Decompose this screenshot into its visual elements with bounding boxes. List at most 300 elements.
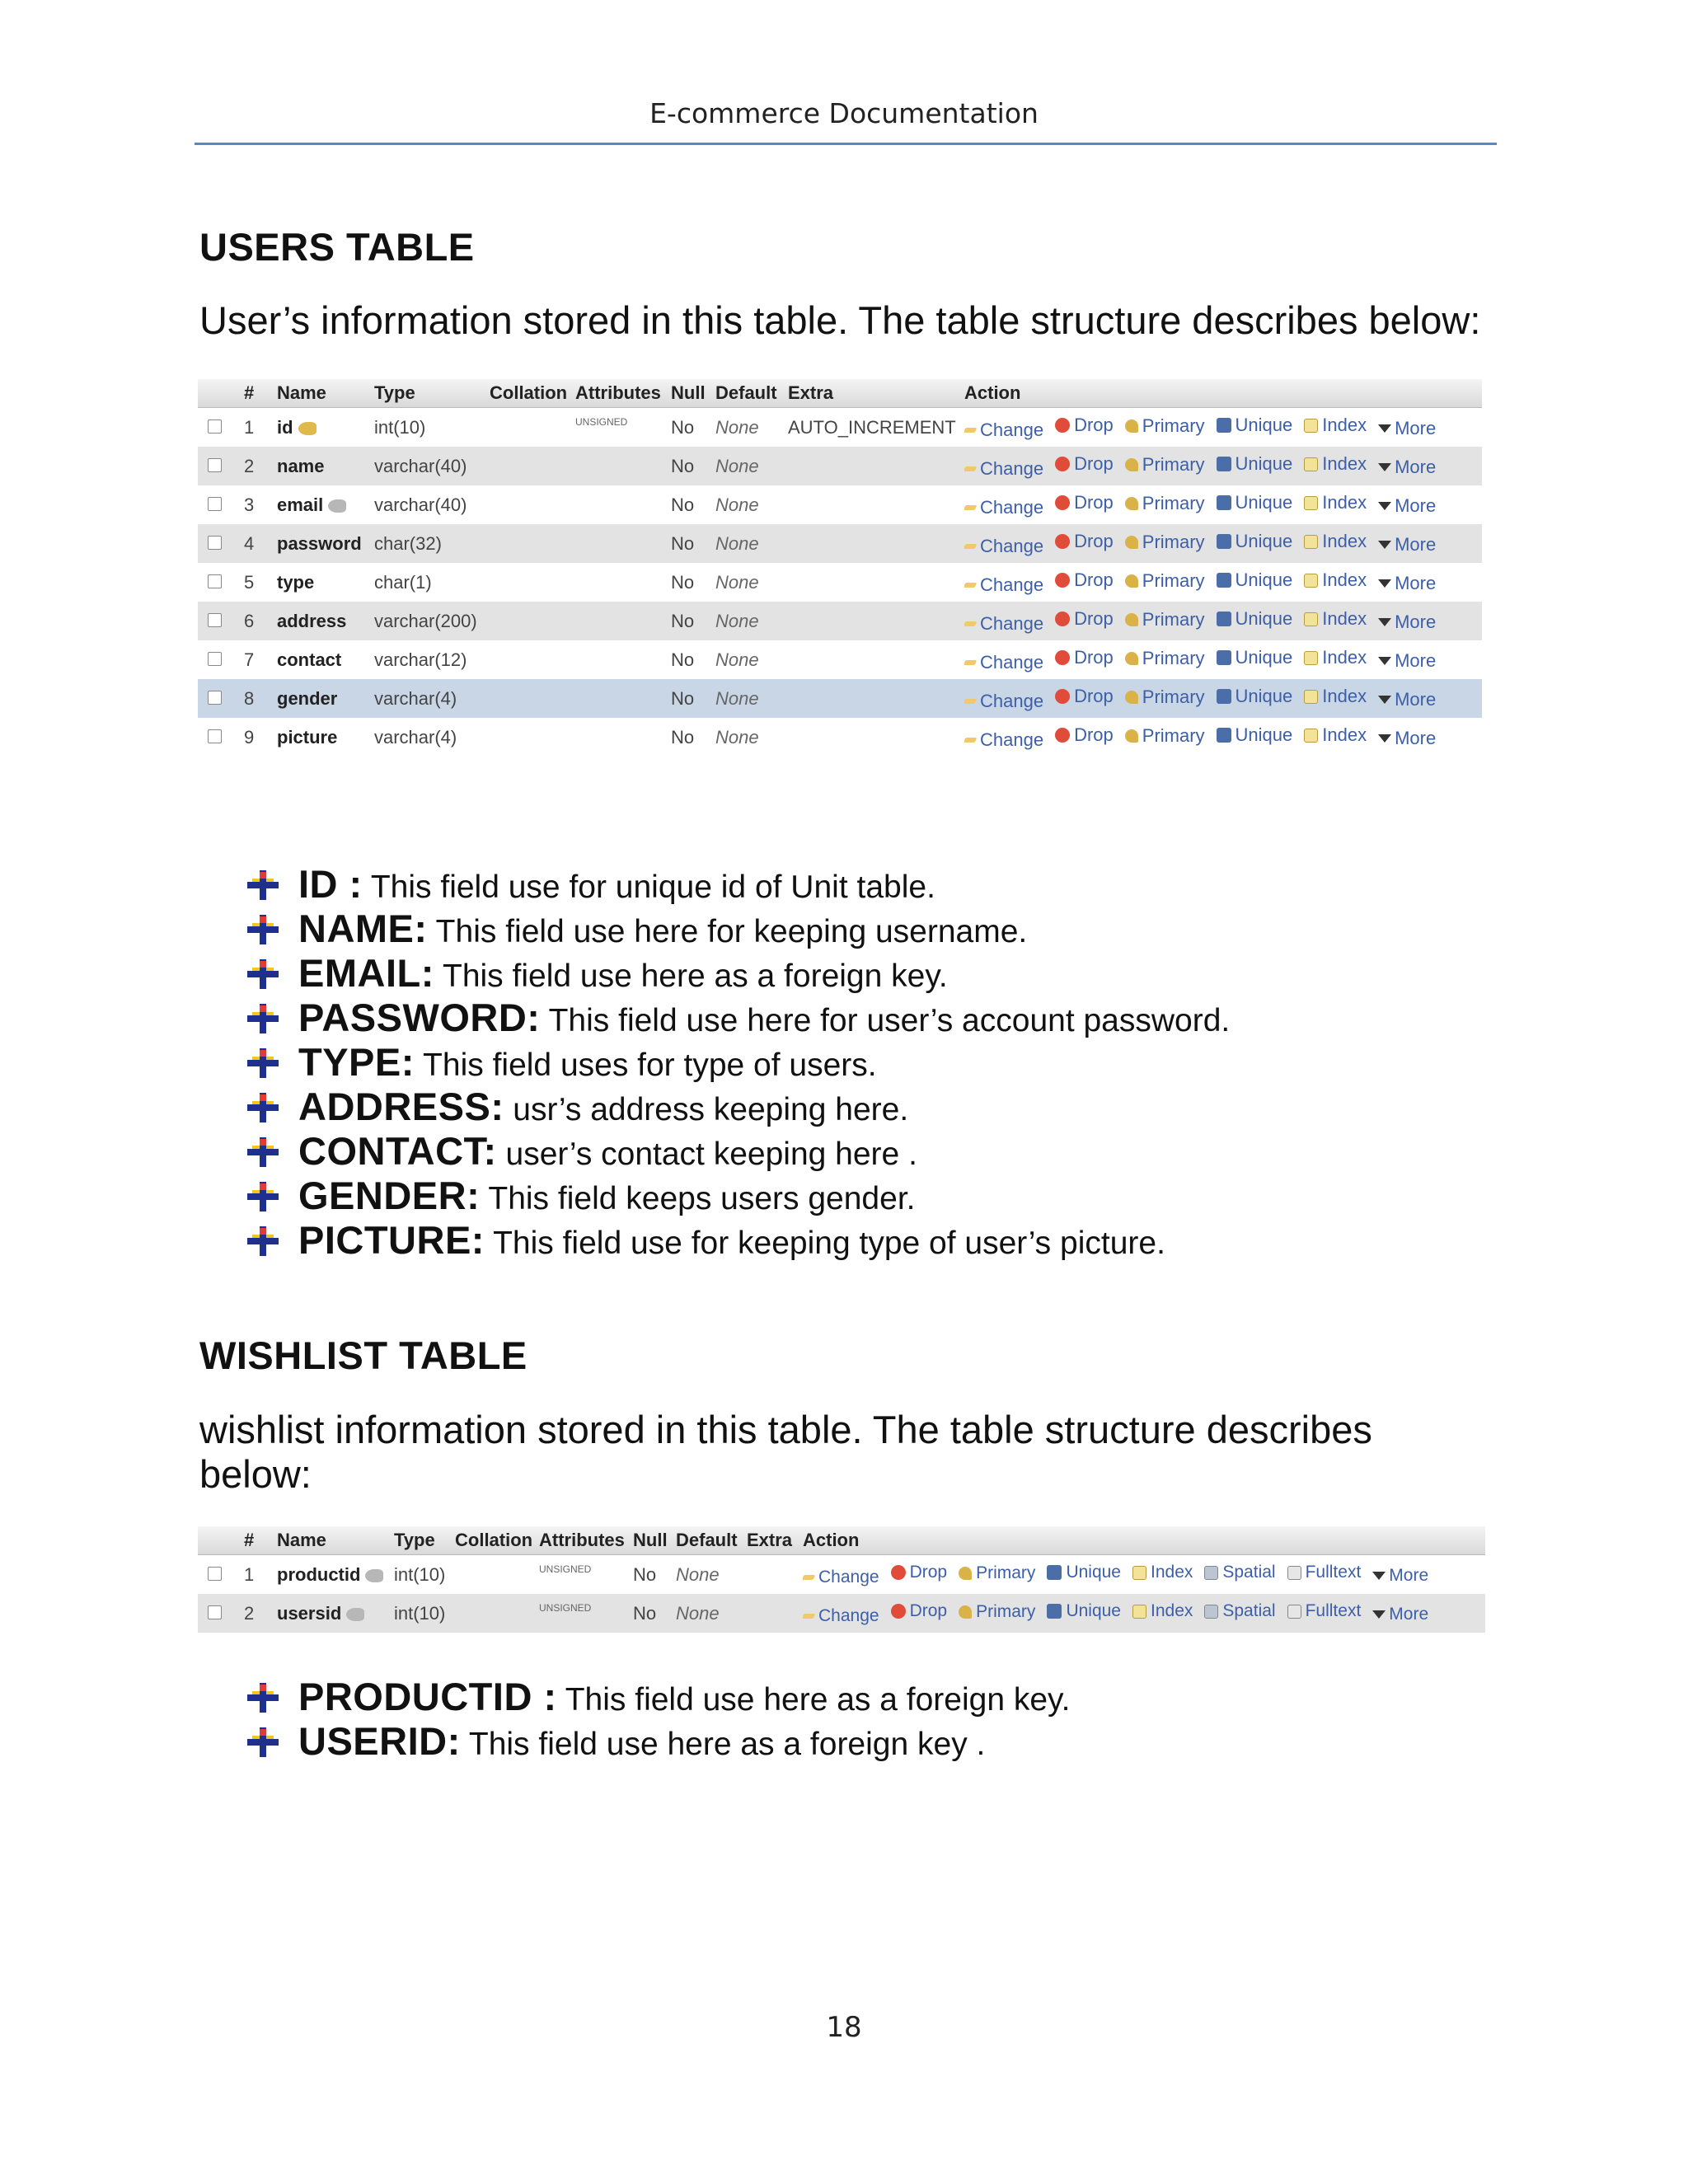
table-row: [198, 679, 1482, 718]
unique-label: Unique: [1066, 1562, 1121, 1582]
drop-icon: [1055, 495, 1070, 510]
index-label: Index: [1322, 686, 1367, 706]
fulltext-action[interactable]: [1287, 1601, 1362, 1621]
field-term: GENDER:: [298, 1174, 481, 1217]
spatial-icon: [1204, 1605, 1218, 1619]
unique-label: Unique: [1235, 607, 1293, 629]
more-action[interactable]: [1372, 1605, 1428, 1624]
drop-label: Drop: [909, 1562, 948, 1582]
unique-action[interactable]: [1047, 1601, 1121, 1621]
drop-action[interactable]: [891, 1563, 948, 1582]
unique-action[interactable]: [1047, 1563, 1121, 1582]
unique-action[interactable]: [1217, 492, 1293, 513]
bullet-icon: [247, 1004, 279, 1033]
index-action[interactable]: [1304, 569, 1367, 591]
bullet-icon: [247, 1727, 279, 1757]
primary-action[interactable]: [1125, 648, 1205, 669]
index-label: Index: [1322, 453, 1367, 474]
field-name: id: [277, 416, 293, 438]
pencil-icon: [964, 660, 977, 665]
field-name-cell: [277, 611, 374, 632]
index-icon: [1304, 612, 1318, 626]
primary-action[interactable]: [1125, 454, 1205, 476]
drop-action[interactable]: [1055, 415, 1114, 436]
field-description: usr’s address keeping here.: [504, 1092, 909, 1127]
key-icon: [1125, 729, 1138, 743]
unique-action[interactable]: [1217, 686, 1293, 707]
primary-label: Primary: [1142, 686, 1205, 707]
row-actions: [964, 453, 1541, 480]
drop-icon: [891, 1565, 906, 1580]
unique-icon: [1047, 1565, 1062, 1580]
unique-icon: [1047, 1604, 1062, 1619]
change-label: Change: [818, 1567, 879, 1586]
row-actions: [964, 686, 1541, 712]
field-name: usersid: [277, 1602, 342, 1624]
primary-action[interactable]: [1125, 493, 1205, 514]
index-icon: [1132, 1566, 1146, 1580]
chevron-down-icon: [1378, 579, 1391, 588]
col-type[interactable]: Type: [394, 1530, 435, 1550]
field-description: user’s contact keeping here .: [496, 1137, 917, 1172]
field-bullet-text: [298, 1040, 877, 1088]
drop-icon: [1055, 573, 1070, 588]
field-term: ID :: [298, 862, 363, 906]
primary-action[interactable]: [1125, 532, 1205, 553]
col-extra[interactable]: Extra: [747, 1530, 793, 1550]
unique-action[interactable]: [1217, 608, 1293, 630]
more-label: More: [1395, 494, 1437, 516]
field-term: USERID:: [298, 1719, 461, 1763]
field-term: PRODUCTID :: [298, 1675, 557, 1718]
field-attributes: UNSIGNED: [575, 416, 628, 428]
col-name[interactable]: Name: [277, 382, 326, 403]
field-name: productid: [277, 1563, 361, 1585]
table-row: [198, 408, 1482, 447]
col-type[interactable]: Type: [374, 382, 415, 403]
unique-action[interactable]: [1217, 647, 1293, 668]
row-checkbox[interactable]: [208, 691, 222, 705]
unique-label: Unique: [1235, 452, 1293, 474]
field-description: This field use here as a foreign key .: [460, 1727, 986, 1762]
change-label: Change: [980, 457, 1044, 479]
row-actions: [964, 608, 1541, 635]
col-null[interactable]: Null: [671, 382, 706, 403]
row-checkbox-cell: [198, 572, 244, 593]
more-action[interactable]: [1378, 689, 1436, 710]
index-action[interactable]: [1304, 415, 1367, 436]
row-checkbox-cell: [198, 456, 244, 477]
change-action[interactable]: [964, 691, 1043, 712]
users-table-header: [198, 379, 1482, 408]
index-action[interactable]: [1304, 608, 1367, 630]
change-label: Change: [980, 651, 1044, 673]
field-name: gender: [277, 687, 338, 709]
key-icon: [1125, 613, 1138, 626]
chevron-down-icon: [1378, 502, 1391, 510]
drop-action[interactable]: [1055, 569, 1114, 591]
col-collation[interactable]: Collation: [455, 1530, 533, 1550]
row-checkbox[interactable]: [208, 458, 222, 472]
field-null: No: [671, 494, 695, 515]
index-label: Index: [1322, 415, 1367, 435]
field-term: PICTURE:: [298, 1218, 485, 1262]
drop-label: Drop: [909, 1601, 948, 1620]
primary-label: Primary: [1142, 531, 1205, 552]
primary-action[interactable]: [1125, 609, 1205, 630]
drop-label: Drop: [1074, 491, 1114, 513]
field-bullet-text: [298, 1719, 985, 1767]
drop-icon: [1055, 689, 1070, 704]
drop-action[interactable]: [1055, 453, 1114, 475]
row-checkbox-cell: [198, 727, 244, 748]
field-name: contact: [277, 649, 342, 670]
key-icon: [1125, 536, 1138, 549]
field-description: This field use here for user’s account password.: [540, 1003, 1231, 1038]
field-type: varchar(12): [374, 649, 467, 670]
bullet-icon: [247, 959, 279, 989]
drop-label: Drop: [1074, 414, 1114, 435]
more-label: More: [1389, 1604, 1429, 1624]
bullet-icon: [247, 1226, 279, 1256]
field-bullet-text: [298, 862, 935, 910]
row-checkbox-cell: [198, 533, 244, 555]
chevron-down-icon: [1378, 734, 1391, 743]
primary-action[interactable]: [959, 1602, 1035, 1622]
field-type: int(10): [394, 1563, 446, 1585]
field-null: No: [671, 649, 695, 670]
drop-action[interactable]: [1055, 724, 1114, 746]
field-name-cell: [277, 572, 374, 593]
unique-action[interactable]: [1217, 453, 1293, 475]
field-default-cell: [715, 533, 788, 555]
more-action[interactable]: [1378, 612, 1436, 633]
spatial-action[interactable]: [1204, 1601, 1275, 1621]
pencil-icon: [964, 738, 977, 743]
index-action[interactable]: [1304, 724, 1367, 746]
row-checkbox[interactable]: [208, 652, 222, 666]
row-actions: [964, 415, 1541, 441]
field-default-cell: [715, 727, 788, 748]
field-bullet-text: [298, 1218, 1165, 1266]
pencil-icon: [803, 1575, 815, 1580]
fulltext-icon: [1287, 1566, 1301, 1580]
col-attributes[interactable]: Attributes: [539, 1530, 625, 1550]
spatial-label: Spatial: [1222, 1563, 1276, 1582]
field-null: No: [633, 1602, 657, 1624]
unique-action[interactable]: [1217, 724, 1293, 746]
index-action[interactable]: [1132, 1563, 1193, 1582]
field-description: This field use here as a foreign key.: [556, 1682, 1071, 1718]
field-type: int(10): [374, 416, 426, 438]
field-default: None: [676, 1563, 720, 1585]
col-attributes[interactable]: Attributes: [575, 382, 661, 403]
page-header: E-commerce Documentation: [649, 97, 1039, 129]
table-row: [198, 718, 1482, 757]
more-action[interactable]: [1378, 534, 1436, 555]
row-actions: [964, 531, 1541, 557]
primary-label: Primary: [1142, 724, 1205, 746]
more-action[interactable]: [1378, 650, 1436, 672]
index-icon: [1304, 496, 1318, 510]
index-icon: [1304, 419, 1318, 433]
index-action[interactable]: [1304, 686, 1367, 707]
key-icon: [1125, 458, 1138, 471]
row-number: 2: [244, 455, 255, 476]
change-action[interactable]: [803, 1568, 879, 1587]
table-row: [198, 485, 1482, 524]
col-action: Action: [803, 1530, 860, 1550]
index-key-icon: [365, 1569, 383, 1582]
col-num: #: [244, 1530, 255, 1550]
field-extra: AUTO_INCREMENT: [788, 416, 956, 438]
primary-label: Primary: [1142, 492, 1205, 513]
drop-icon: [1055, 650, 1070, 665]
field-default-cell: [715, 572, 788, 593]
more-action[interactable]: [1378, 418, 1436, 439]
col-collation[interactable]: Collation: [490, 382, 568, 403]
table-row: [198, 640, 1482, 679]
field-default: None: [715, 571, 759, 593]
primary-label: Primary: [1142, 647, 1205, 668]
more-action[interactable]: [1378, 728, 1436, 749]
field-name-cell: [277, 533, 374, 555]
bullet-icon: [247, 1093, 279, 1122]
field-default-cell: [715, 417, 788, 438]
field-bullet-text: [298, 1174, 916, 1221]
field-default-cell: [715, 688, 788, 710]
pencil-icon: [964, 466, 977, 471]
more-label: More: [1395, 688, 1437, 710]
row-checkbox-cell: [198, 688, 244, 710]
primary-action[interactable]: [1125, 570, 1205, 592]
more-action[interactable]: [1378, 457, 1436, 478]
bullet-icon: [247, 870, 279, 900]
drop-action[interactable]: [1055, 531, 1114, 552]
drop-action[interactable]: [1055, 608, 1114, 630]
page-number: 18: [826, 2011, 862, 2044]
spatial-label: Spatial: [1222, 1601, 1276, 1620]
table-row: [198, 1594, 1485, 1633]
field-attributes-cell: [539, 1564, 633, 1586]
more-label: More: [1395, 727, 1437, 748]
field-term: TYPE:: [298, 1040, 415, 1084]
index-label: Index: [1322, 492, 1367, 513]
row-checkbox-cell: [198, 611, 244, 632]
wishlist-section-intro: wishlist information stored in this table. The table structure describes below:: [199, 1408, 1372, 1496]
index-action[interactable]: [1304, 647, 1367, 668]
unique-action[interactable]: [1217, 415, 1293, 436]
field-default-cell: [715, 649, 788, 671]
primary-action[interactable]: [1125, 725, 1205, 747]
primary-label: Primary: [1142, 608, 1205, 630]
change-action[interactable]: [964, 652, 1043, 673]
row-checkbox[interactable]: [208, 1567, 222, 1581]
index-icon: [1304, 729, 1318, 743]
index-key-icon: [346, 1608, 364, 1621]
drop-action[interactable]: [1055, 647, 1114, 668]
row-actions: [964, 647, 1541, 673]
row-checkbox[interactable]: [208, 613, 222, 627]
fulltext-action[interactable]: [1287, 1563, 1362, 1582]
row-checkbox[interactable]: [208, 536, 222, 550]
field-description: This field use for unique id of Unit table.: [362, 869, 935, 905]
wishlist-structure-table: [198, 1526, 1485, 1633]
key-icon: [1125, 652, 1138, 665]
change-action[interactable]: [964, 536, 1043, 557]
unique-label: Unique: [1235, 491, 1293, 513]
change-label: Change: [980, 612, 1044, 634]
key-icon: [1125, 691, 1138, 704]
change-label: Change: [980, 419, 1044, 440]
change-action[interactable]: [964, 729, 1043, 751]
unique-action[interactable]: [1217, 569, 1293, 591]
row-checkbox-cell: [198, 494, 244, 516]
index-key-icon: [328, 499, 346, 513]
row-number: 6: [244, 610, 255, 631]
primary-label: Primary: [1142, 569, 1205, 591]
field-null: No: [671, 610, 695, 631]
field-attributes: UNSIGNED: [539, 1602, 592, 1614]
field-null: No: [633, 1563, 657, 1585]
fulltext-icon: [1287, 1605, 1301, 1619]
unique-icon: [1217, 534, 1231, 549]
index-label: Index: [1322, 608, 1367, 629]
change-action[interactable]: [964, 613, 1043, 635]
change-action[interactable]: [964, 497, 1043, 518]
chevron-down-icon: [1378, 463, 1391, 471]
field-null: No: [671, 571, 695, 593]
index-label: Index: [1322, 531, 1367, 551]
field-name: email: [277, 494, 324, 515]
field-name-cell: [277, 727, 374, 748]
field-type: varchar(4): [374, 726, 457, 748]
col-default[interactable]: Default: [715, 382, 777, 403]
row-checkbox[interactable]: [208, 574, 222, 588]
row-actions: [964, 569, 1541, 596]
drop-icon: [1055, 457, 1070, 471]
unique-icon: [1217, 728, 1231, 743]
more-label: More: [1389, 1565, 1429, 1585]
row-number: 8: [244, 687, 255, 709]
field-bullet-text: [298, 1085, 908, 1132]
key-icon: [959, 1605, 972, 1619]
row-checkbox[interactable]: [208, 419, 222, 434]
row-checkbox[interactable]: [208, 497, 222, 511]
more-label: More: [1395, 456, 1437, 477]
change-action[interactable]: [803, 1606, 879, 1626]
pencil-icon: [964, 621, 977, 626]
row-actions: [964, 492, 1541, 518]
index-action[interactable]: [1304, 492, 1367, 513]
drop-icon: [1055, 728, 1070, 743]
change-label: Change: [818, 1605, 879, 1625]
field-default: None: [715, 687, 759, 709]
change-action[interactable]: [964, 419, 1043, 441]
index-action[interactable]: [1304, 453, 1367, 475]
index-action[interactable]: [1132, 1601, 1193, 1621]
index-label: Index: [1322, 569, 1367, 590]
unique-icon: [1217, 457, 1231, 471]
field-type: char(1): [374, 571, 432, 593]
field-null: No: [671, 726, 695, 748]
drop-action[interactable]: [1055, 492, 1114, 513]
drop-label: Drop: [1074, 607, 1114, 629]
key-icon: [1125, 497, 1138, 510]
field-name-cell: [277, 1564, 394, 1586]
more-label: More: [1395, 533, 1437, 555]
row-checkbox-cell: [198, 649, 244, 671]
field-type: int(10): [394, 1602, 446, 1624]
unique-action[interactable]: [1217, 531, 1293, 552]
more-action[interactable]: [1372, 1566, 1428, 1586]
drop-label: Drop: [1074, 452, 1114, 474]
field-name: type: [277, 571, 315, 593]
primary-action[interactable]: [1125, 687, 1205, 708]
row-checkbox-cell: [198, 1564, 244, 1586]
bullet-icon: [247, 1137, 279, 1167]
pencil-icon: [964, 583, 977, 588]
drop-action[interactable]: [1055, 686, 1114, 707]
table-row: [198, 563, 1482, 602]
primary-key-icon: [298, 422, 316, 435]
spatial-action[interactable]: [1204, 1563, 1275, 1582]
more-label: More: [1395, 611, 1437, 632]
field-null: No: [671, 416, 695, 438]
col-name[interactable]: Name: [277, 1530, 326, 1550]
field-bullet-text: [298, 1675, 1071, 1722]
field-default: None: [715, 532, 759, 554]
more-action[interactable]: [1378, 495, 1436, 517]
col-null[interactable]: Null: [633, 1530, 668, 1550]
unique-icon: [1217, 650, 1231, 665]
col-extra[interactable]: Extra: [788, 382, 834, 403]
spatial-icon: [1204, 1566, 1218, 1580]
primary-action[interactable]: [1125, 415, 1205, 437]
more-action[interactable]: [1378, 573, 1436, 594]
row-checkbox[interactable]: [208, 1605, 222, 1619]
bullet-icon: [247, 915, 279, 944]
primary-action[interactable]: [959, 1563, 1035, 1583]
index-icon: [1304, 690, 1318, 704]
field-default-cell: [676, 1564, 747, 1586]
pencil-icon: [803, 1614, 815, 1619]
field-attributes: UNSIGNED: [539, 1563, 592, 1575]
field-name: name: [277, 455, 325, 476]
field-default: None: [715, 649, 759, 670]
change-action[interactable]: [964, 458, 1043, 480]
row-number: 2: [244, 1602, 255, 1624]
field-name-cell: [277, 494, 374, 516]
col-default[interactable]: Default: [676, 1530, 738, 1550]
field-bullet-text: [298, 951, 948, 999]
row-checkbox[interactable]: [208, 729, 222, 743]
fulltext-label: Fulltext: [1305, 1601, 1362, 1620]
field-bullet-text: [298, 907, 1027, 954]
field-null: No: [671, 455, 695, 476]
change-label: Change: [980, 690, 1044, 711]
field-name: picture: [277, 726, 338, 748]
index-action[interactable]: [1304, 531, 1367, 552]
row-number: 3: [244, 494, 255, 515]
unique-label: Unique: [1235, 414, 1293, 435]
drop-action[interactable]: [891, 1601, 948, 1621]
users-section-intro: User’s information stored in this table. The table structure describes below:: [199, 298, 1481, 342]
index-icon: [1304, 574, 1318, 588]
drop-icon: [1055, 418, 1070, 433]
change-action[interactable]: [964, 574, 1043, 596]
more-label: More: [1395, 572, 1437, 593]
